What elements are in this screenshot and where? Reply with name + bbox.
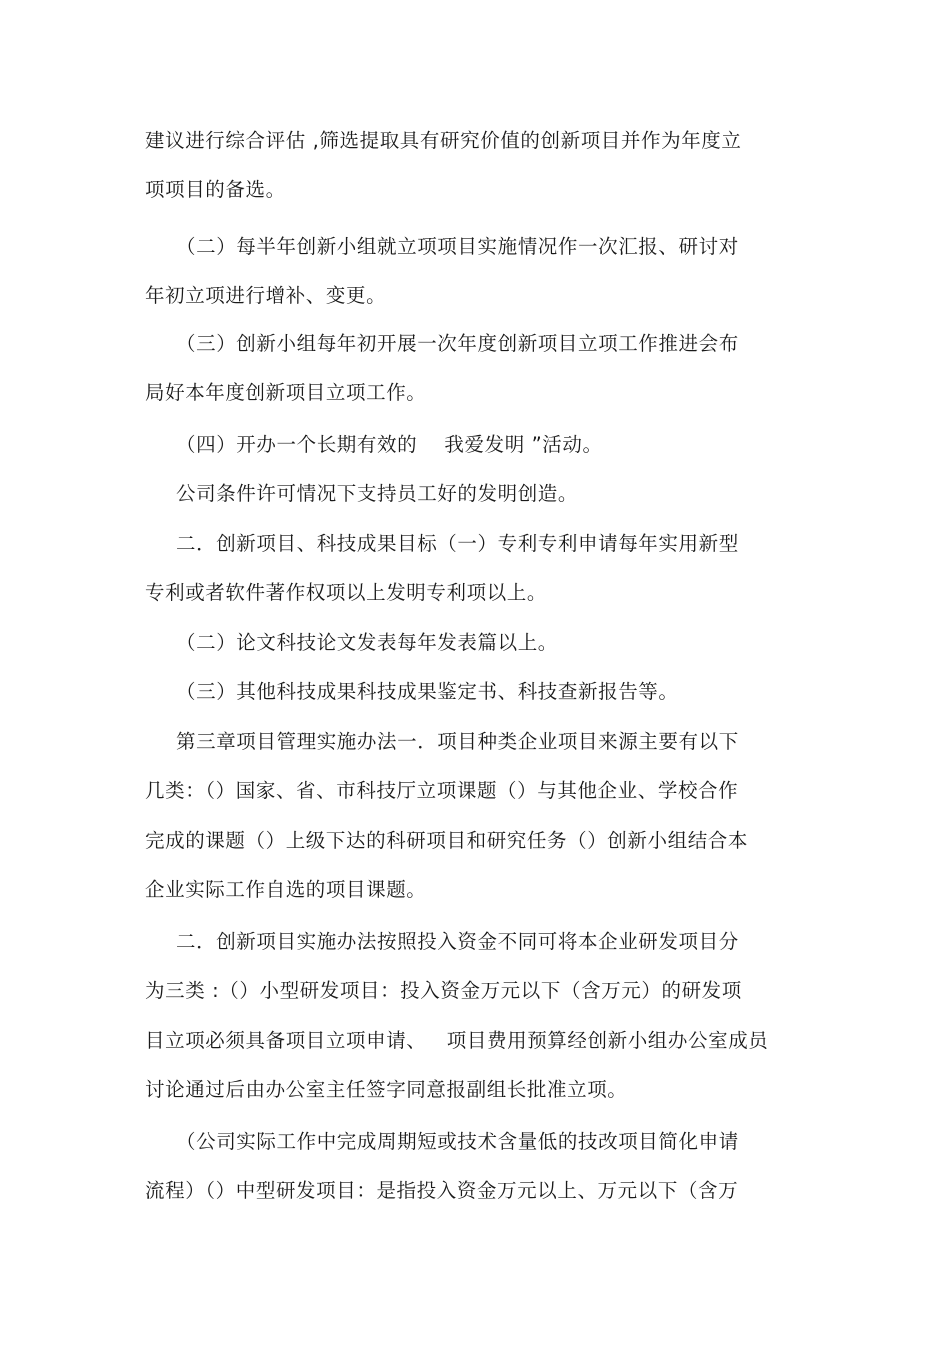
paragraph-line: 建议进行综合评估 ,筛选提取具有研究价值的创新项目并作为年度立: [145, 129, 742, 152]
paragraph-line: （二）每半年创新小组就立项项目实施情况作一次汇报、研讨对: [176, 235, 739, 258]
paragraph-line: （公司实际工作中完成周期短或技术含量低的技改项目简化申请: [176, 1130, 739, 1153]
paragraph-line: （二）论文科技论文发表每年发表篇以上。: [176, 631, 558, 654]
paragraph-line: 二．创新项目实施办法按照投入资金不同可将本企业研发项目分: [176, 930, 739, 953]
paragraph-line: （三）创新小组每年初开展一次年度创新项目立项工作推进会布: [176, 332, 739, 355]
paragraph-line: 局好本年度创新项目立项工作。: [145, 381, 427, 404]
paragraph-line: （四）开办一个长期有效的 我爱发明 ”活动。: [176, 433, 603, 456]
paragraph-line: 公司条件许可情况下支持员工好的发明创造。: [176, 482, 579, 505]
paragraph-line: 讨论通过后由办公室主任签字同意报副组长批准立项。: [145, 1078, 628, 1101]
paragraph-line: 为三类 :（）小型研发项目：投入资金万元以下（含万元）的研发项: [145, 979, 742, 1002]
paragraph-line: 企业实际工作自选的项目课题。: [145, 878, 427, 901]
paragraph-line: 完成的课题（）上级下达的科研项目和研究任务（）创新小组结合本: [145, 829, 749, 852]
paragraph-line: 几类：（）国家、省、市科技厅立项课题（）与其他企业、学校合作: [145, 779, 739, 802]
paragraph-line: （三）其他科技成果科技成果鉴定书、科技查新报告等。: [176, 680, 679, 703]
paragraph-line: 二．创新项目、科技成果目标（一）专利专利申请每年实用新型: [176, 532, 739, 555]
paragraph-line: 年初立项进行增补、变更。: [145, 284, 387, 307]
paragraph-line: 流程）（）中型研发项目：是指投入资金万元以上、万元以下（含万: [145, 1179, 739, 1202]
paragraph-line: 专利或者软件著作权项以上发明专利项以上。: [145, 581, 548, 604]
paragraph-line: 项项目的备选。: [145, 178, 286, 201]
paragraph-line: 第三章项目管理实施办法一．项目种类企业项目来源主要有以下: [176, 730, 739, 753]
paragraph-line: 目立项必须具备项目立项申请、 项目费用预算经创新小组办公室成员: [145, 1029, 769, 1052]
